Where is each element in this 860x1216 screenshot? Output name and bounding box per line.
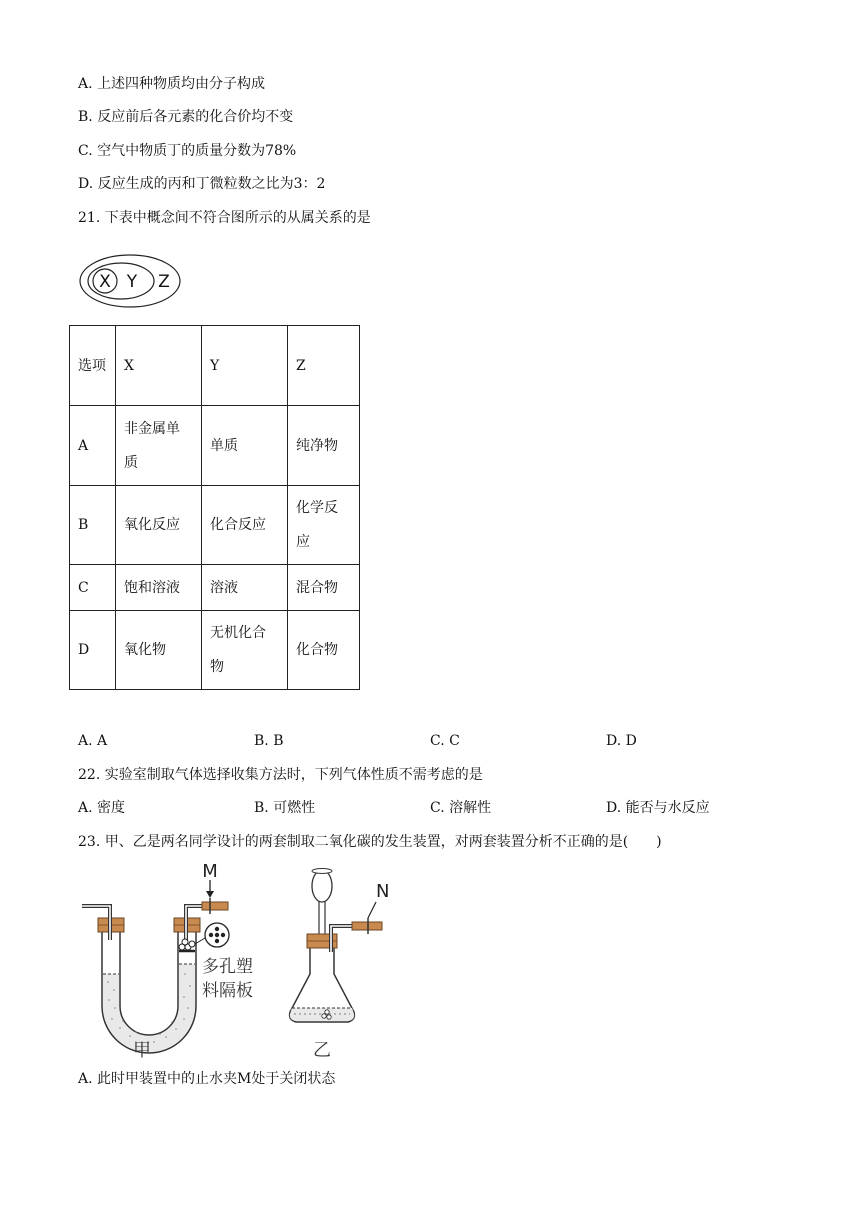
table-cell: 混合物 — [288, 565, 360, 611]
table-header-cell: Y — [202, 326, 288, 406]
table-cell: 纯净物 — [288, 406, 360, 486]
q23-stem: 23. 甲、乙是两名同学设计的两套制取二氧化碳的发生装置，对两套装置分析不正确的是( ) — [78, 834, 662, 850]
porous-plate-label-2: 料隔板 — [202, 981, 253, 1001]
table-header-cell: 选项 — [70, 326, 116, 406]
q22-choice-c: C. 溶解性 — [430, 800, 492, 816]
table-cell: 氧化反应 — [116, 486, 202, 565]
concept-table — [69, 325, 360, 690]
q22-choice-b: B. 可燃性 — [254, 800, 316, 816]
q21-choice-c: C. C — [430, 733, 460, 749]
q21-choice-d: D. D — [606, 733, 637, 749]
table-header-cell: X — [116, 326, 202, 406]
q21-choice-a: A. A — [78, 733, 108, 749]
venn-label-x: X — [99, 272, 111, 292]
q22-choice-d: D. 能否与水反应 — [606, 800, 710, 816]
clamp-n-label: N — [376, 881, 390, 902]
q20-option-d: D. 反应生成的丙和丁微粒数之比为3：2 — [78, 176, 326, 192]
apparatus-figure — [76, 856, 396, 1064]
caption-jia: 甲 — [133, 1040, 151, 1061]
table-cell: 化合反应 — [202, 486, 288, 565]
table-cell: A — [70, 406, 116, 486]
porous-plate-label-1: 多孔塑 — [202, 957, 253, 977]
table-cell: 氧化物 — [116, 611, 202, 690]
table-cell: D — [70, 611, 116, 690]
table-cell: 单质 — [202, 406, 288, 486]
table-row — [70, 486, 360, 565]
table-cell: 非金属单质 — [116, 406, 202, 486]
flask-apparatus — [290, 869, 390, 1062]
q20-option-b: B. 反应前后各元素的化合价均不变 — [78, 109, 294, 125]
table-cell: 化合物 — [288, 611, 360, 690]
table-cell: C — [70, 565, 116, 611]
clamp-m-label: M — [202, 861, 218, 882]
table-cell: 化学反应 — [288, 486, 360, 565]
table-cell: 饱和溶液 — [116, 565, 202, 611]
venn-label-y: Y — [126, 272, 138, 292]
q22-stem: 22. 实验室制取气体选择收集方法时，下列气体性质不需考虑的是 — [78, 767, 483, 783]
q20-option-a: A. 上述四种物质均由分子构成 — [78, 76, 266, 92]
q21-stem: 21. 下表中概念间不符合图所示的从属关系的是 — [78, 210, 371, 226]
q22-choice-a: A. 密度 — [78, 800, 126, 816]
u-tube-apparatus — [82, 861, 253, 1061]
table-row — [70, 611, 360, 690]
table-row — [70, 565, 360, 611]
table-cell: 溶液 — [202, 565, 288, 611]
table-cell: 无机化合物 — [202, 611, 288, 690]
q21-choice-b: B. B — [254, 733, 284, 749]
caption-yi: 乙 — [313, 1040, 331, 1061]
table-row — [70, 406, 360, 486]
table-header-row — [70, 326, 360, 406]
q23-option-a: A. 此时甲装置中的止水夹M处于关闭状态 — [78, 1071, 336, 1087]
venn-label-z: Z — [158, 272, 170, 292]
table-header-cell: Z — [288, 326, 360, 406]
table-cell: B — [70, 486, 116, 565]
q20-option-c: C. 空气中物质丁的质量分数为78% — [78, 143, 297, 159]
venn-diagram — [78, 250, 186, 310]
